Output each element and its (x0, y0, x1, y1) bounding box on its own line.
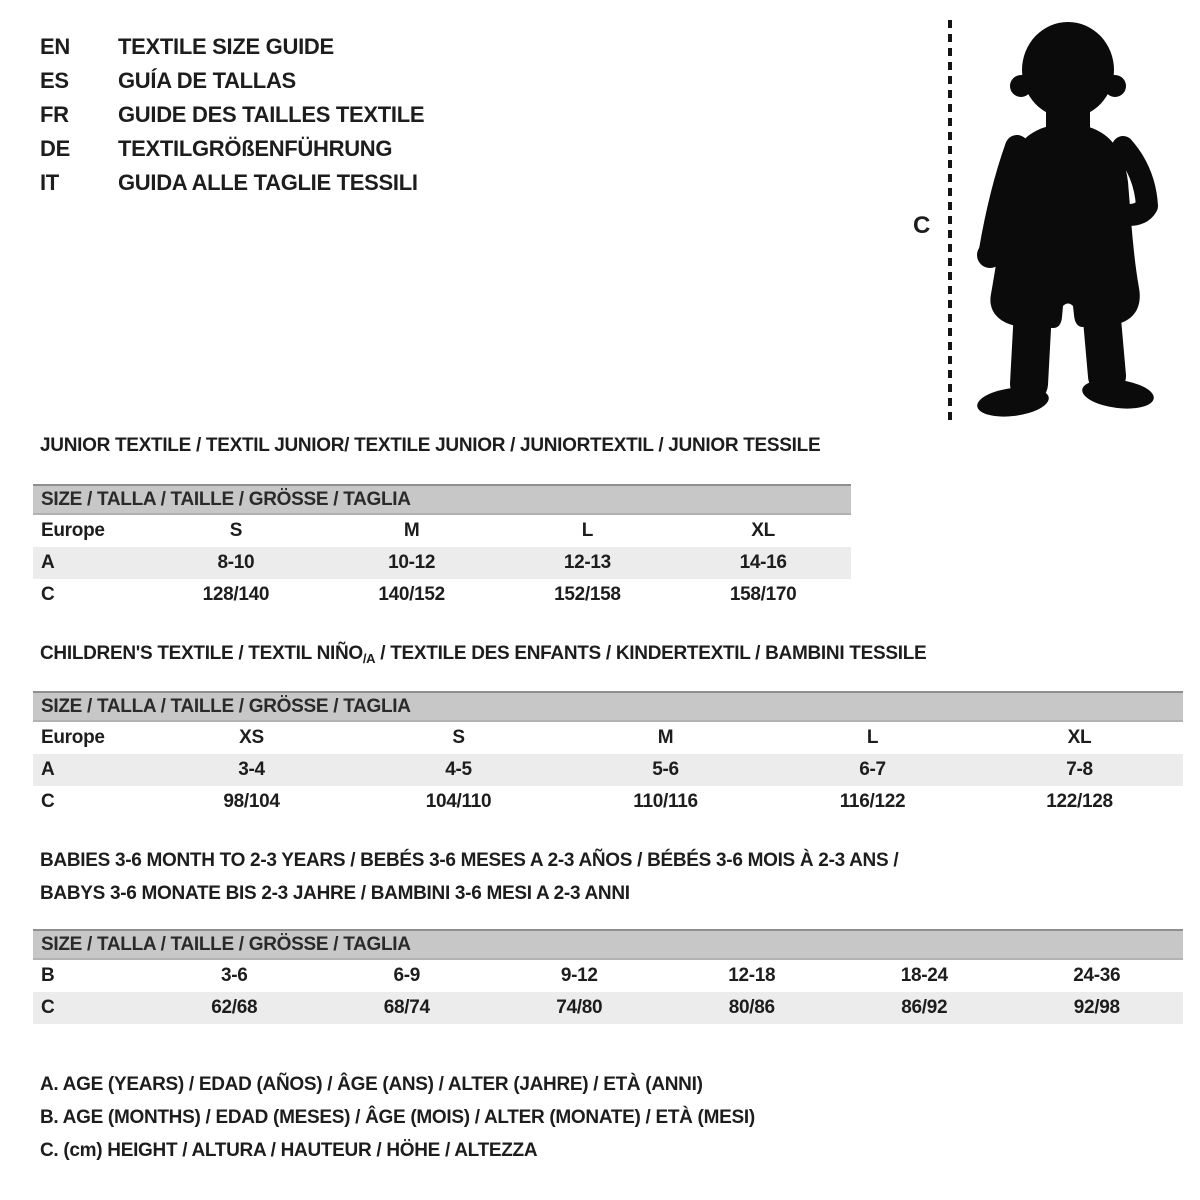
cell: 4-5 (445, 759, 472, 780)
size-band-header: SIZE / TALLA / TAILLE / GRÖSSE / TAGLIA (33, 929, 1183, 960)
cell: 6-7 (859, 759, 886, 780)
cell: 152/158 (554, 584, 621, 605)
language-title: GUIDE DES TAILLES TEXTILE (118, 102, 425, 127)
cell: 62/68 (211, 997, 258, 1018)
language-title: GUIDA ALLE TAGLIE TESSILI (118, 170, 418, 195)
children-title-suffix: / TEXTILE DES ENFANTS / KINDERTEXTIL / BAMBINI TESSILE (375, 643, 927, 664)
row-label: Europe (41, 520, 105, 541)
cell: 18-24 (900, 965, 948, 986)
cell: 86/92 (901, 997, 948, 1018)
size-band-header: SIZE / TALLA / TAILLE / GRÖSSE / TAGLIA (33, 691, 1183, 722)
cell: 104/110 (425, 791, 492, 812)
cell: 3-6 (220, 965, 248, 986)
cell: XS (239, 727, 264, 748)
cell: 7-8 (1066, 759, 1093, 780)
language-title: TEXTILGRÖßENFÜHRUNG (118, 136, 393, 161)
row-label: Europe (41, 727, 105, 748)
language-title: TEXTILE SIZE GUIDE (118, 34, 334, 59)
children-section-title (40, 643, 926, 666)
table-row (33, 992, 1183, 1024)
babies-section-title-line2: BABYS 3-6 MONATE BIS 2-3 JAHRE / BAMBINI 3-6 MESI A 2-3 ANNI (40, 883, 630, 904)
table-row (33, 960, 1183, 992)
children-title-subscript: /A (362, 651, 376, 666)
cell: 24-36 (1073, 965, 1121, 986)
height-marker-label: C (913, 212, 931, 239)
cell: 98/104 (223, 791, 280, 812)
cell: 116/122 (839, 791, 906, 812)
table-row (33, 515, 851, 547)
dashed-height-line-icon (946, 18, 954, 422)
row-label: C (41, 997, 55, 1018)
row-label: C (41, 584, 55, 605)
cell: 6-9 (393, 965, 421, 986)
cell: 158/170 (729, 584, 797, 605)
cell: XL (1067, 727, 1092, 748)
cell: 80/86 (728, 997, 775, 1018)
row-label: C (41, 791, 55, 812)
cell: 12-18 (728, 965, 776, 986)
table-row (33, 722, 1183, 754)
junior-size-table (33, 484, 851, 611)
language-title: GUÍA DE TALLAS (118, 68, 296, 93)
language-code: ES (40, 68, 69, 93)
cell: 68/74 (383, 997, 430, 1018)
cell: M (657, 727, 674, 748)
cell: 12-13 (563, 552, 611, 573)
size-band-header: SIZE / TALLA / TAILLE / GRÖSSE / TAGLIA (33, 484, 851, 515)
babies-size-table (33, 929, 1183, 1024)
row-label: B (41, 965, 55, 986)
table-row (33, 786, 1183, 818)
language-row-en (40, 30, 424, 64)
cell: L (866, 727, 879, 748)
children-title-prefix: CHILDREN'S TEXTILE / TEXTIL NIÑO (40, 643, 363, 664)
language-code: FR (40, 102, 69, 127)
legend-line-a: A. AGE (YEARS) / EDAD (AÑOS) / ÂGE (ANS) / ALTER (JAHRE) / ETÀ (ANNI) (40, 1073, 703, 1095)
cell: 14-16 (739, 552, 787, 573)
legend-line-b: B. AGE (MONTHS) / EDAD (MESES) / ÂGE (MOIS) / ALTER (MONATE) / ETÀ (MESI) (40, 1106, 755, 1128)
junior-section-title: JUNIOR TEXTILE / TEXTIL JUNIOR/ TEXTILE JUNIOR / JUNIORTEXTIL / JUNIOR TESSILE (40, 435, 821, 456)
children-size-table (33, 691, 1183, 818)
language-row-fr (40, 98, 424, 132)
language-code: IT (40, 170, 59, 195)
cell: S (452, 727, 465, 748)
table-row (33, 547, 851, 579)
babies-section-title-line1: BABIES 3-6 MONTH TO 2-3 YEARS / BEBÉS 3-6 MESES A 2-3 AÑOS / BÉBÉS 3-6 MOIS À 2-3 ANS / (40, 850, 899, 871)
language-title-list (40, 30, 424, 200)
cell: 3-4 (238, 759, 265, 780)
table-row (33, 754, 1183, 786)
cell: 140/152 (378, 584, 445, 605)
cell: 128/140 (202, 584, 270, 605)
language-row-de (40, 132, 424, 166)
cell: 5-6 (652, 759, 679, 780)
cell: 110/116 (633, 791, 698, 812)
row-label: A (41, 759, 55, 780)
figure-height-measure (905, 12, 1195, 424)
cell: L (581, 520, 594, 541)
cell: M (403, 520, 420, 541)
table-row (33, 579, 851, 611)
cell: 74/80 (556, 997, 603, 1018)
language-row-it (40, 166, 424, 200)
language-code: EN (40, 34, 70, 59)
cell: 10-12 (388, 552, 436, 573)
legend (40, 1068, 755, 1167)
cell: 9-12 (560, 965, 598, 986)
legend-line-c: C. (cm) HEIGHT / ALTURA / HAUTEUR / HÖHE / ALTEZZA (40, 1139, 538, 1161)
cell: S (229, 520, 243, 541)
toddler-silhouette-icon (963, 12, 1158, 422)
cell: 92/98 (1073, 997, 1120, 1018)
cell: 122/128 (1046, 791, 1113, 812)
cell: XL (751, 520, 775, 541)
cell: 8-10 (217, 552, 255, 573)
language-row-es (40, 64, 424, 98)
language-code: DE (40, 136, 70, 161)
row-label: A (41, 552, 55, 573)
